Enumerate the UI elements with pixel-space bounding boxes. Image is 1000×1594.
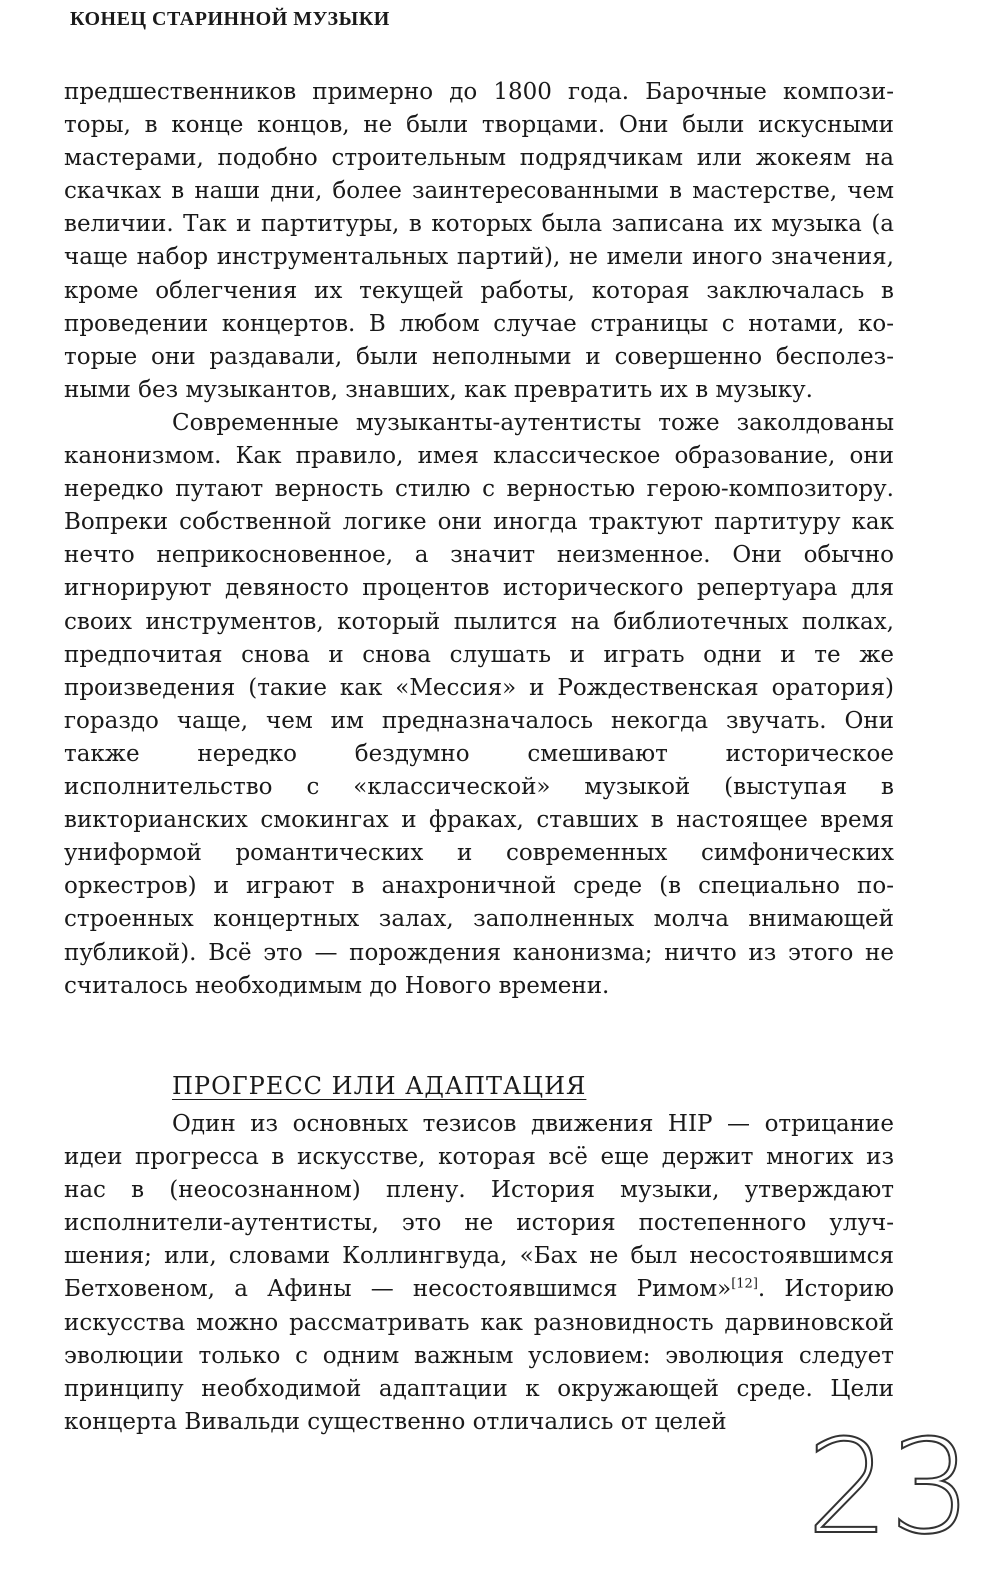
paragraph-3-text-start: Один из основных тезисов движения HIP — отрицание идеи прогресса в искусстве, которая всё еще держит многих из нас в (неосознанном) плену. История музыки, утверждают исполнители-аутентисты, это не история постепенного улучшения; или, словами Коллингвуда, «Бах не был несостоявшимся Бетховеном, а Афины — несостоявшимся Римом» — [64, 1111, 894, 1303]
running-head: КОНЕЦ СТАРИННОЙ МУЗЫКИ — [70, 8, 390, 30]
section-heading: ПРОГРЕСС ИЛИ АДАПТАЦИЯ — [172, 1072, 587, 1100]
page-number: 23 — [806, 1411, 972, 1563]
paragraph-3 — [64, 1108, 894, 1439]
paragraph-3-text-end: . Историю искусства можно рассматривать как разновидность дарвиновской эволюции только с одним важным условием: эволюция следует принципу необходимой адаптации к окружающей среде. Цели концерта Вивальди существенно отличались от целей — [64, 1276, 894, 1435]
paragraph-2: Современные музыканты-аутентисты тоже заколдованы канонизмом. Как правило, имея классическое образование, они нередко путают верность стилю с верностью герою-композитору. Вопреки собственной логике они иногда трактуют партитуру как нечто неприкосновенное, а значит неизменное. Они обычно игнорируют девяносто процентов исторического репертуара для своих инструментов, который пылится на библиотечных полках, предпочитая снова и снова слушать и играть одни и те же произведения (такие как «Мессия» и Рождественская оратория) гораздо чаще, чем им предназначалось некогда звучать. Они также нередко бездумно смешивают историческое исполнительство с «классической» музыкой (выступая в викторианских смокингах и фраках, ставших в настоящее время униформой романтических и современных симфонических оркестров) и играют в анахроничной среде (в специально построенных концертных залах, заполненных молча внимающей публикой). Всё это — порождения канонизма; ничто из этого не считалось необходимым до Нового времени. — [64, 410, 894, 999]
paragraph-1: предшественников примерно до 1800 года. Барочные композиторы, в конце концов, не были творцами. Они были искусными мастерами, подобно строительным подрядчикам или жокеям на скачках в наши дни, более заинтересованными в мастерстве, чем величии. Так и партитуры, в которых была записана их музыка (а чаще набор инструментальных партий), не имели иного значения, кроме облегчения их текущей работы, которая заключалась в проведении концертов. В любом случае страницы с нотами, которые они раздавали, были неполными и совершенно бесполезными без музыкантов, знавших, как превратить их в музыку. — [64, 79, 894, 403]
footnote-reference: [12] — [731, 1276, 758, 1292]
